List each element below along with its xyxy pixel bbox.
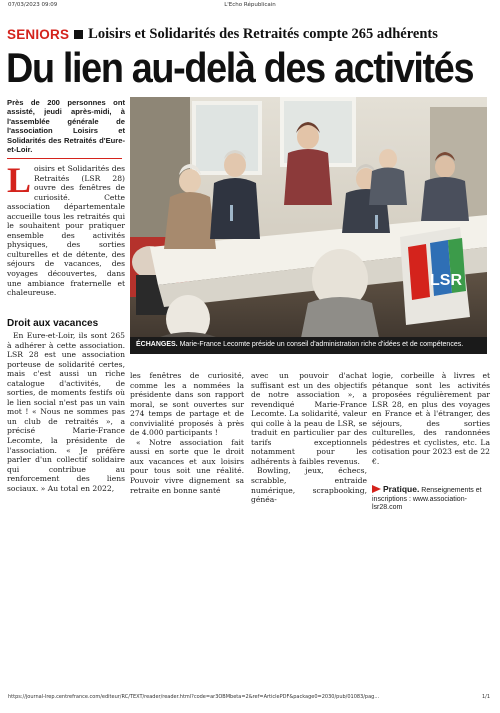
article-column-1: En Eure-et-Loir, ils sont 265 à adhérer à cette association. LSR 28 est une association porteuse de solidarité certes, mais c'est aussi un riche catalogue d'activités, de sorties, de moments festifs où le lien social n'est pas un vain mot ! « Nous ne sommes pas un club de retraités », a précisé Marie-France Lecomte, la présidente de l'association. « Je préfère parler d'un collectif solidaire qui contribue au renforcement des liens sociaux. » Au total en 2022,	[7, 331, 125, 493]
photo-caption	[130, 337, 487, 354]
column-3-paragraph-1: avec un pouvoir d'achat suffisant est un des objectifs de notre association », a revendiqué Marie-France Lecomte. La solidarité, valeur qui colle à la peau de LSR, se traduit en particulier par des tarifs exceptionnels notamment pour les adhérents à faibles revenus.	[251, 371, 367, 466]
article-kicker	[7, 26, 495, 42]
article-lead: Près de 200 personnes ont assisté, jeudi après-midi, à l'assemblée générale de l'association Loisirs et Solidarités des Retraités d'Eure-et-Loir.	[7, 98, 125, 155]
print-footer	[0, 694, 500, 704]
dropcap: L	[7, 160, 32, 200]
print-date: 07/03/2023 09:09	[8, 2, 58, 8]
practical-title: Pratique.	[382, 484, 420, 494]
print-source: L'Echo Républicain	[224, 2, 276, 8]
article-column-4: logie, corbeille à livres et pétanque sont les activités proposées régulièrement par LSR 28, en plus des voyages en France et à l'étranger, des séjours, des sorties culturelles, des randonnées pédestres et cyclistes, etc. La cotisation pour 2023 est de 22 €.	[372, 371, 490, 466]
print-url: https://journal-lrep.centrefrance.com/editeur/RC/TEXT/reader/reader.html?code=ar3OBMbeta=2&ref=ArticlePDF&package0=2030/pub/01083/pag...	[8, 694, 380, 700]
column-2-paragraph-2: « Notre association fait aussi en sorte que le droit aux vacances et aux loisirs pour tous soit une réalité. Pouvoir vivre dignement sa retraite en bonne santé	[130, 437, 244, 495]
column-3-paragraph-2: Bowling, jeux, échecs, scrabble, entraide numérique, scrapbooking, généa-	[251, 466, 367, 505]
practical-text: Renseignements et inscriptions : www.association-lsr28.com	[372, 487, 482, 512]
caption-text: Marie-France Lecomte préside un conseil d'administration riche d'idées et de compétences.	[177, 341, 464, 348]
article-subhead: Droit aux vacances	[7, 318, 99, 329]
lead-divider	[7, 158, 122, 159]
info-arrow-icon	[372, 485, 381, 493]
article-column-2	[130, 371, 244, 495]
photo-banner-text: LSR	[430, 272, 462, 289]
article-intro	[7, 160, 125, 298]
intro-text: oisirs et Solidarités des Retraités (LSR 28) ouvre des fenêtres de curiosité. Cette association départementale accueille tous les retraités qui le souhaitent pour pratiquer ensemble des activités physiques, des sorties culturelles et de détente, des séjours de vacances, des voyages découvertes, dans une ambiance fraternelle et chaleureuse.	[7, 164, 125, 298]
print-page-number: 1/1	[481, 694, 490, 700]
section-label: SENIORS	[7, 26, 70, 42]
article-photo	[130, 97, 487, 353]
column-2-paragraph-1: les fenêtres de curiosité, comme les a nommées la présidente dans son rapport moral, se sont ouvertes sur 274 temps de partage et de convivialité proposés à près de 4.000 participants !	[130, 371, 244, 438]
print-header	[0, 2, 500, 12]
caption-lead: ÉCHANGES.	[136, 341, 178, 348]
practical-info	[372, 485, 490, 513]
kicker-square-icon	[74, 30, 83, 39]
article-headline: Du lien au-delà des activités	[6, 44, 474, 91]
meeting-photo-illustration	[130, 97, 487, 353]
article-column-3	[251, 371, 367, 505]
kicker-subtitle: Loisirs et Solidarités des Retraités compte 265 adhérents	[88, 25, 438, 42]
